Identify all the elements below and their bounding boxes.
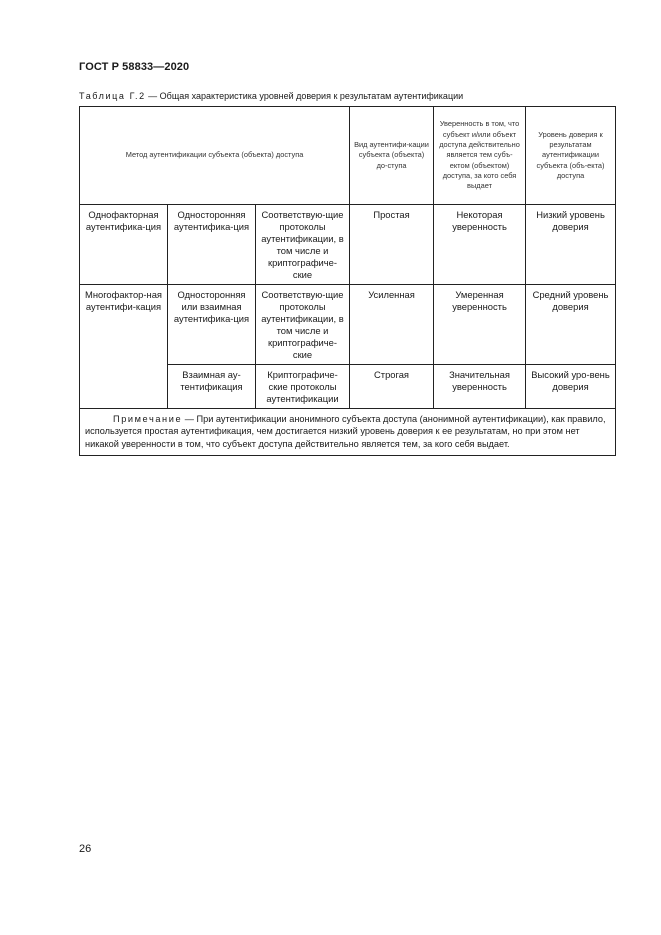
table-note-row xyxy=(80,409,616,456)
document-header: ГОСТ Р 58833—2020 xyxy=(79,61,190,73)
cell-factor: Однофакторная аутентифика-ция xyxy=(80,205,168,285)
cell-level: Высокий уро-вень доверия xyxy=(526,365,616,409)
header-auth-type: Вид аутентифи-кации субъекта (объекта) до-ступа xyxy=(350,107,434,205)
cell-confidence: Умеренная уверенность xyxy=(434,285,526,365)
page-number: 26 xyxy=(79,843,92,855)
cell-type: Строгая xyxy=(350,365,434,409)
table-row xyxy=(80,285,616,365)
header-confidence: Уверенность в том, что субъект и/или объект доступа действительно является тем субъ-ектом (объектом) доступа, за кото себя выдает xyxy=(434,107,526,205)
header-method: Метод аутентификации субъекта (объекта) доступа xyxy=(80,107,350,205)
cell-direction: Взаимная ау-тентификация xyxy=(168,365,256,409)
table-caption-label: Таблица Г.2 xyxy=(79,91,146,101)
cell-protocols: Соответствую-щие протоколы аутентификации, в том числе и криптографиче-ские xyxy=(256,285,350,365)
table-note xyxy=(80,409,616,456)
cell-type: Простая xyxy=(350,205,434,285)
cell-factor: Многофактор-ная аутентифи-кация xyxy=(80,285,168,409)
note-text: — При аутентификации анонимного субъекта доступа (анонимной аутентификации), как правило, используется простая аутентификация, чем достигается низкий уровень доверия к ее результатам, но при этом нет никакой уверенности в том, что субъект доступа действительно является тем, за кого себя выдает. xyxy=(85,414,606,449)
cell-level: Низкий уровень доверия xyxy=(526,205,616,285)
cell-confidence: Значительная уверенность xyxy=(434,365,526,409)
cell-direction: Односторонняя или взаимная аутентифика-ция xyxy=(168,285,256,365)
table-header-row xyxy=(80,107,616,205)
table-caption xyxy=(79,91,463,101)
cell-direction: Односторонняя аутентифика-ция xyxy=(168,205,256,285)
cell-protocols: Криптографиче-ские протоколы аутентификации xyxy=(256,365,350,409)
cell-confidence: Некоторая уверенность xyxy=(434,205,526,285)
table-row xyxy=(80,205,616,285)
auth-levels-table xyxy=(79,106,616,456)
cell-protocols: Соответствую-щие протоколы аутентификации, в том числе и криптографиче-ские xyxy=(256,205,350,285)
note-label: Примечание xyxy=(113,414,183,424)
table-caption-text: — Общая характеристика уровней доверия к результатам аутентификации xyxy=(145,91,464,101)
header-trust-level: Уровень доверия к результатам аутентификации субъекта (объ-екта) доступа xyxy=(526,107,616,205)
cell-level: Средний уровень доверия xyxy=(526,285,616,365)
cell-type: Усиленная xyxy=(350,285,434,365)
